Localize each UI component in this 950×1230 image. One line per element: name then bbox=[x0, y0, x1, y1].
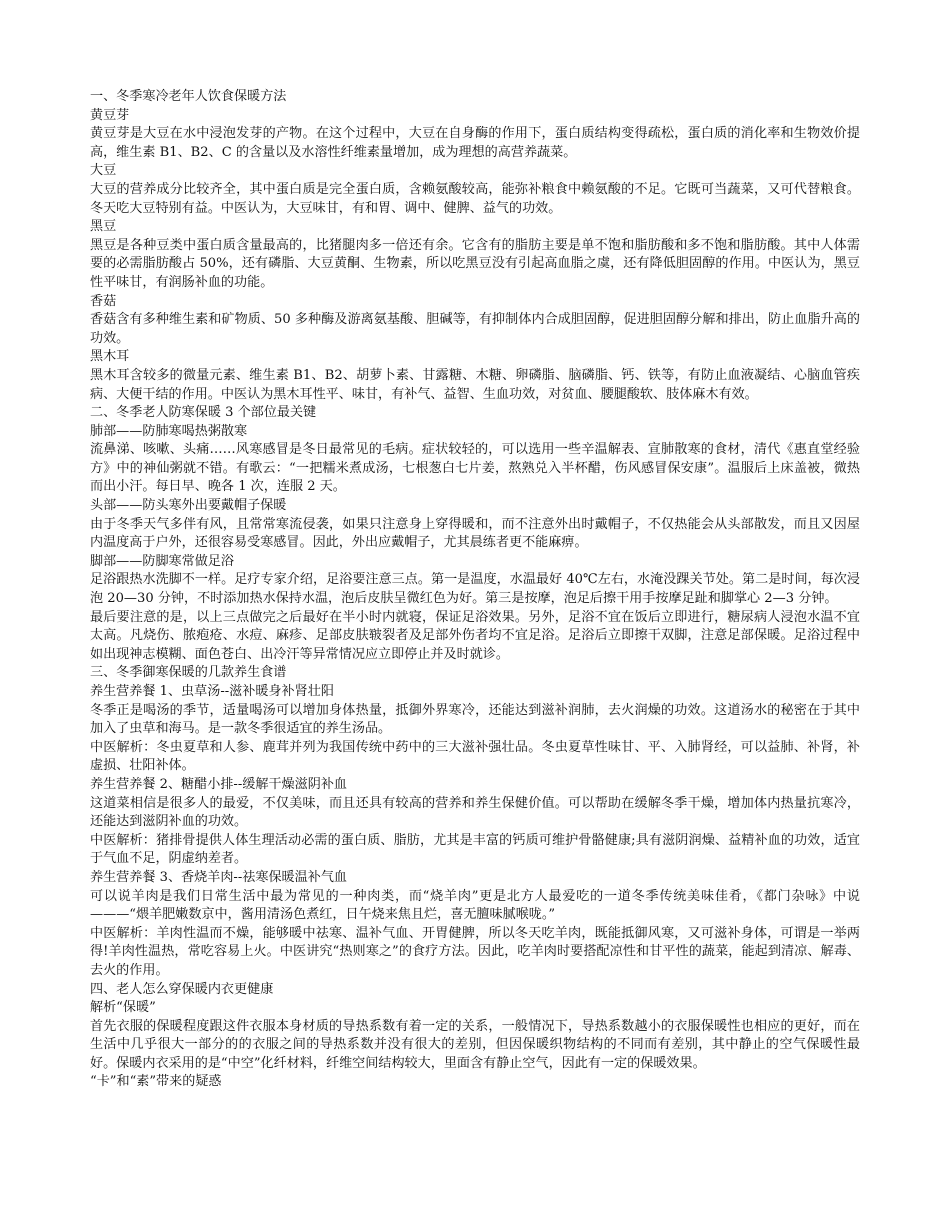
paragraph-recipe-2-tcm: 中医解析：猪排骨提供人体生理活动必需的蛋白质、脂肪，尤其是丰富的钙质可维护骨骼健康;具有滋阴润燥、益精补血的功效，适宜于气血不足，阴虚纳差者。 bbox=[90, 832, 860, 867]
subheading-black-fungus: 黑木耳 bbox=[90, 349, 130, 365]
paragraph-black-bean: 黑豆是各种豆类中蛋白质含量最高的，比猪腿肉多一倍还有余。它含有的脂肪主要是单不饱和脂肪酸和多不饱和脂肪酸。其中人体需要的必需脂肪酸占 50%，还有磷脂、大豆黄酮、生物素，所以吃黑豆没有引起高血脂之虞，还有降低胆固醇的作用。中医认为，黑豆性平味甘，有润肠补血的功能。 bbox=[90, 237, 860, 290]
paragraph-lungs: 流鼻涕、咳嗽、头痛……风寒感冒是冬日最常见的毛病。症状较轻的，可以选用一些辛温解表、宣肺散寒的食材，清代《惠直堂经验方》中的神仙粥就不错。有歌云：“一把糯米煮成汤，七根葱白七片姜，熬熟兑入半杯醋，伤风感冒保安康”。温服后上床盖被，微热而出小汗。每日早、晚各 1 次，连服 2 天。 bbox=[90, 442, 860, 495]
section-heading-2: 二、冬季老人防寒保暖 3 个部位最关键 bbox=[90, 405, 317, 421]
subheading-black-bean: 黑豆 bbox=[90, 219, 117, 235]
subheading-head: 头部——防头寒外出要戴帽子保暖 bbox=[90, 498, 287, 514]
subheading-recipe-2: 养生营养餐 2、糖醋小排--缓解干燥滋阴补血 bbox=[90, 776, 348, 792]
subheading-warmth: 解析“保暖” bbox=[90, 1000, 156, 1016]
document-body bbox=[90, 88, 860, 1092]
paragraph-recipe-1-tcm: 中医解析：冬虫夏草和人参、鹿茸并列为我国传统中药中的三大滋补强壮品。冬虫夏草性味甘、平、入肺肾经，可以益肺、补肾，补虚损、壮阳补体。 bbox=[90, 739, 860, 774]
subheading-feet: 脚部——防脚寒常做足浴 bbox=[90, 553, 235, 569]
paragraph-head: 由于冬季天气多伴有风，且常常寒流侵袭，如果只注意身上穿得暖和，而不注意外出时戴帽子，不仅热能会从头部散发，而且又因屋内温度高于户外，还很容易受寒感冒。因此，外出应戴帽子，尤其晨练者更不能麻痹。 bbox=[90, 516, 860, 551]
paragraph-soybean-sprout: 黄豆芽是大豆在水中浸泡发芽的产物。在这个过程中，大豆在自身酶的作用下，蛋白质结构变得疏松，蛋白质的消化率和生物效价提高，维生素 B1、B2、C 的含量以及水溶性纤维素量增加，成为理想的高营养蔬菜。 bbox=[90, 126, 860, 160]
paragraph-recipe-2: 这道菜相信是很多人的最爱，不仅美味，而且还具有较高的营养和养生保健价值。可以帮助在缓解冬季干燥，增加体内热量抗寒冷，还能达到滋阴补血的功效。 bbox=[90, 795, 860, 830]
subheading-lungs: 肺部——防肺寒喝热粥散寒 bbox=[90, 423, 248, 439]
subheading-recipe-1: 养生营养餐 1、虫草汤--滋补暖身补肾壮阳 bbox=[90, 684, 334, 699]
paragraph-black-fungus: 黑木耳含较多的微量元素、维生素 B1、B2、胡萝卜素、甘露糖、木糖、卵磷脂、脑磷脂、钙、铁等，有防止血液凝结、心脑血管疾病、大便干结的作用。中医认为黑木耳性平、味甘，有补气、益智、生血功效，对贫血、腰腿酸软、肢体麻木有效。 bbox=[90, 367, 860, 402]
subheading-soybean: 大豆 bbox=[90, 163, 117, 179]
paragraph-recipe-3-tcm: 中医解析：羊肉性温而不燥，能够暖中祛寒、温补气血、开胃健脾，所以冬天吃羊肉，既能抵御风寒，又可滋补身体，可谓是一举两得!羊肉性温热，常吃容易上火。中医讲究“热则寒之”的食疗方法。因此，吃羊肉时要搭配凉性和甘平性的蔬菜，能起到清凉、解毒、去火的作用。 bbox=[90, 925, 860, 978]
paragraph-foot-bath-notes: 最后要注意的是，以上三点做完之后最好在半小时内就寝，保证足浴效果。另外，足浴不宜在饭后立即进行，糖尿病人浸泡水温不宜太高。凡烧伤、脓疱疮、水痘、麻疹、足部皮肤皲裂者及足部外伤者均不宜足浴。足浴后立即擦干双脚，注意足部保暖。足浴过程中如出现神志模糊、面色苍白、出冷汗等异常情况应立即停止并及时就诊。 bbox=[90, 609, 860, 662]
paragraph-recipe-1: 冬季正是喝汤的季节，适量喝汤可以增加身体热量，抵御外界寒冷，还能达到滋补润肺，去火润燥的功效。这道汤水的秘密在于其中加入了虫草和海马。是一款冬季很适宜的养生汤品。 bbox=[90, 702, 860, 737]
section-heading-4: 四、老人怎么穿保暖内衣更健康 bbox=[90, 981, 274, 997]
section-heading-1: 一、冬季寒冷老年人饮食保暖方法 bbox=[90, 89, 287, 104]
paragraph-mushroom: 香菇含有多种维生素和矿物质、50 多种酶及游离氨基酸、胆碱等，有抑制体内合成胆固醇，促进胆固醇分解和排出，防止血脂升高的功效。 bbox=[90, 312, 860, 346]
subheading-recipe-3: 养生营养餐 3、香烧羊肉--祛寒保暖温补气血 bbox=[90, 869, 348, 885]
subheading-mushroom: 香菇 bbox=[90, 293, 117, 309]
paragraph-soybean: 大豆的营养成分比较齐全，其中蛋白质是完全蛋白质，含赖氨酸较高，能弥补粮食中赖氨酸的不足。它既可当蔬菜，又可代替粮食。冬天吃大豆特别有益。中医认为，大豆味甘，有和胃、调中、健脾、益气的功效。 bbox=[90, 181, 860, 216]
section-heading-3: 三、冬季御寒保暖的几款养生食谱 bbox=[90, 665, 287, 681]
paragraph-recipe-3: 可以说羊肉是我们日常生活中最为常见的一种肉类，而“烧羊肉”更是北方人最爱吃的一道冬季传统美味佳肴，《都门杂咏》中说———“煨羊肥嫩数京中，酱用清汤色煮红，日午烧来焦且烂，喜无膻味腻喉咙。” bbox=[90, 888, 860, 923]
subheading-card-and-plain: “卡”和“素”带来的疑惑 bbox=[90, 1074, 222, 1090]
subheading-soybean-sprout: 黄豆芽 bbox=[90, 107, 130, 123]
paragraph-feet: 足浴跟热水洗脚不一样。足疗专家介绍，足浴要注意三点。第一是温度，水温最好 40℃左右，水淹没踝关节处。第二是时间，每次浸泡 20—30 分钟，不时添加热水保持水温，泡后皮肤呈微红色为好。第三是按摩，泡足后擦干用手按摩足趾和脚掌心 2—3 分钟。 bbox=[90, 572, 860, 607]
paragraph-warmth: 首先衣服的保暖程度跟这件衣服本身材质的导热系数有着一定的关系，一般情况下，导热系数越小的衣服保暖性也相应的更好，而在生活中几乎很大一部分的的衣服之间的导热系数并没有很大的差别，但因保暖织物结构的不同而有差别，其中静止的空气保暖性最好。保暖内衣采用的是“中空”化纤材料，纤维空间结构较大，里面含有静止空气，因此有一定的保暖效果。 bbox=[90, 1018, 860, 1071]
